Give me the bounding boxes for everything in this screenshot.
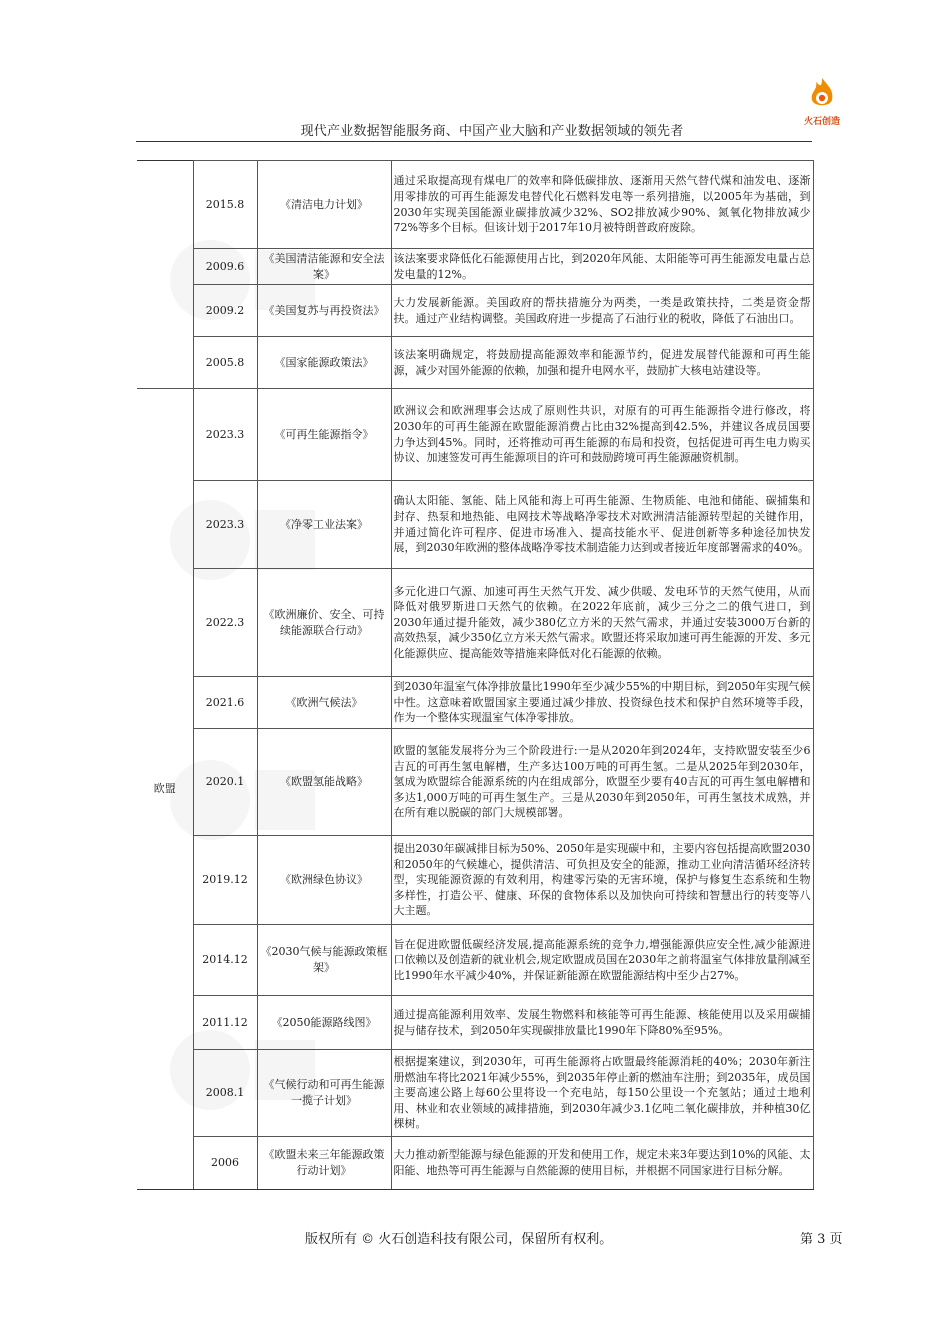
table-row: [137, 569, 813, 677]
policy-name-cell: 《欧洲气候法》: [257, 677, 391, 729]
description-cell: 通过采取提高现有煤电厂的效率和降低碳排放、逐渐用天然气替代煤和油发电、逐渐用零排放的可再生能源发电替代化石燃料发电等一系列措施，以2005年为基础，到2030年实现美国能源业碳排放减少32%、SO2排放减少90%、氮氧化物排放减少72%等多个目标。但该计划于2017年10月被特朗普政府废除。: [391, 161, 813, 249]
policy-name-cell: 《美国清洁能源和安全法案》: [257, 249, 391, 285]
table-row: [137, 389, 813, 481]
region-cell: [137, 161, 193, 389]
policy-table: [137, 160, 814, 1190]
page-header-title: 现代产业数据智能服务商、中国产业大脑和产业数据领域的领先者: [300, 124, 684, 139]
policy-name-cell: 《欧洲绿色协议》: [257, 836, 391, 925]
table-row: [137, 996, 813, 1050]
table-row: [137, 337, 813, 389]
date-cell: 2005.8: [193, 337, 257, 389]
policy-name-cell: 《国家能源政策法》: [257, 337, 391, 389]
table-row: [137, 249, 813, 285]
policy-name-cell: 《气候行动和可再生能源一揽子计划》: [257, 1050, 391, 1137]
page-number: 第 3 页: [800, 1232, 843, 1247]
header-divider: [136, 141, 812, 142]
table-row: [137, 161, 813, 249]
table-row: [137, 1050, 813, 1137]
date-cell: 2023.3: [193, 389, 257, 481]
date-cell: 2022.3: [193, 569, 257, 677]
table-row: [137, 677, 813, 729]
description-cell: 通过提高能源利用效率、发展生物燃料和核能等可再生能源、核能使用以及采用碳捕捉与储存技术，到2050年实现碳排放量比1990年下降80%至95%。: [391, 996, 813, 1050]
description-cell: 大力发展新能源。美国政府的帮扶措施分为两类，一类是政策扶持，二类是资金帮扶。通过产业结构调整。美国政府进一步提高了石油行业的税收，降低了石油出口。: [391, 285, 813, 337]
date-cell: 2009.2: [193, 285, 257, 337]
policy-name-cell: 《美国复苏与再投资法》: [257, 285, 391, 337]
description-cell: 旨在促进欧盟低碳经济发展,提高能源系统的竞争力,增强能源供应安全性,减少能源进口依赖以及创造新的就业机会,规定欧盟成员国在2030年之前将温室气体排放量削减至比1990年水平减少40%，并保证新能源在欧盟能源结构中至少占27%。: [391, 925, 813, 996]
date-cell: 2009.6: [193, 249, 257, 285]
date-cell: 2019.12: [193, 836, 257, 925]
date-cell: 2006: [193, 1137, 257, 1190]
logo-text: 火石创造: [803, 117, 840, 127]
description-cell: 根据提案建议，到2030年，可再生能源将占欧盟最终能源消耗的40%；2030年新注册燃油车将比2021年减少55%，到2035年停止新的燃油车注册；到2035年，成员国主要高速公路上每60公里将设一个充电站，每150公里设一个充氢站；通过土地利用、林业和农业领域的减排措施，到2030年减少3.1亿吨二氧化碳排放，并种植30亿棵树。: [391, 1050, 813, 1137]
date-cell: 2020.1: [193, 729, 257, 836]
description-cell: 该法案明确规定，将鼓励提高能源效率和能源节约，促进发展替代能源和可再生能源，减少对国外能源的依赖，加强和提升电网水平，鼓励扩大核电站建设等。: [391, 337, 813, 389]
policy-name-cell: 《欧洲廉价、安全、可持续能源联合行动》: [257, 569, 391, 677]
description-cell: 大力推动新型能源与绿色能源的开发和使用工作，规定未来3年要达到10%的风能、太阳能、地热等可再生能源与自然能源的使用目标，并根据不同国家进行目标分解。: [391, 1137, 813, 1190]
table-row: [137, 481, 813, 569]
region-cell: 欧盟: [137, 389, 193, 1190]
company-logo: [798, 76, 846, 127]
table-row: [137, 836, 813, 925]
description-cell: 到2030年温室气体净排放量比1990年至少减少55%的中期目标，到2050年实现气候中性。这意味着欧盟国家主要通过减少排放、投资绿色技术和保护自然环境等手段，作为一个整体实现温室气体净零排放。: [391, 677, 813, 729]
description-cell: 提出2030年碳减排目标为50%、2050年是实现碳中和，主要内容包括提高欧盟2030和2050年的气候雄心，提供清洁、可负担及安全的能源，推动工业向清洁循环经济转型，实现能源资源的有效利用，构建零污染的无害环境，保护与修复生态系统和生物多样性，打造公平、健康、环保的食物体系以及加快向可持续和智慧出行的转变等八大主题。: [391, 836, 813, 925]
date-cell: 2023.3: [193, 481, 257, 569]
date-cell: 2015.8: [193, 161, 257, 249]
policy-name-cell: 《欧盟未来三年能源政策行动计划》: [257, 1137, 391, 1190]
flame-logo-icon: [802, 76, 842, 110]
date-cell: 2021.6: [193, 677, 257, 729]
policy-name-cell: 《欧盟氢能战略》: [257, 729, 391, 836]
description-cell: 欧洲议会和欧洲理事会达成了原则性共识，对原有的可再生能源指令进行修改，将2030年的可再生能源在欧盟能源消费占比由32%提高到42.5%，并建议各成员国要力争达到45%。同时，还将推动可再生能源的布局和投资，包括促进可再生电力购买协议、加速签发可再生能源项目的许可和鼓励跨境可再生能源融资机制。: [391, 389, 813, 481]
policy-name-cell: 《2050能源路线图》: [257, 996, 391, 1050]
date-cell: 2011.12: [193, 996, 257, 1050]
description-cell: 确认太阳能、氢能、陆上风能和海上可再生能源、生物质能、电池和储能、碳捕集和封存、热泵和地热能、电网技术等战略净零技术对欧洲清洁能源转型起的关键作用，并通过简化许可程序、促进市场准入、提高技能水平、促进创新等多种途径加快发展，到2030年欧洲的整体战略净零技术制造能力达到或者接近年度部署需求的40%。: [391, 481, 813, 569]
table-row: [137, 285, 813, 337]
description-cell: 多元化进口气源、加速可再生天然气开发、减少供暖、发电环节的天然气使用，从而降低对俄罗斯进口天然气的依赖。在2022年底前，减少三分之二的俄气进口，到2030年通过提升能效，减少380亿立方米的天然气需求，并通过安装3000万台新的高效热泵，减少350亿立方米天然气需求。欧盟还将采取加速可再生能源的开发、多元化能源供应、提高能效等措施来降低对化石能源的依赖。: [391, 569, 813, 677]
policy-name-cell: 《2030气候与能源政策框架》: [257, 925, 391, 996]
table-row: [137, 925, 813, 996]
date-cell: 2014.12: [193, 925, 257, 996]
table-row: [137, 729, 813, 836]
copyright-text: 版权所有 © 火石创造科技有限公司，保留所有权利。: [305, 1232, 613, 1247]
description-cell: 欧盟的氢能发展将分为三个阶段进行:一是从2020年到2024年，支持欧盟安装至少6吉瓦的可再生氢电解槽，生产多达100万吨的可再生氢。二是从2025年到2030年，氢成为欧盟综合能源系统的内在组成部分，欧盟至少要有40吉瓦的可再生氢电解槽和多达1,000万吨的可再生氢生产。三是从2030年到2050年，可再生氢技术成熟，并在所有难以脱碳的部门大规模部署。: [391, 729, 813, 836]
table-row: [137, 1137, 813, 1190]
description-cell: 该法案要求降低化石能源使用占比，到2020年风能、太阳能等可再生能源发电量占总发电量的12%。: [391, 249, 813, 285]
policy-name-cell: 《可再生能源指令》: [257, 389, 391, 481]
date-cell: 2008.1: [193, 1050, 257, 1137]
policy-name-cell: 《净零工业法案》: [257, 481, 391, 569]
policy-name-cell: 《清洁电力计划》: [257, 161, 391, 249]
